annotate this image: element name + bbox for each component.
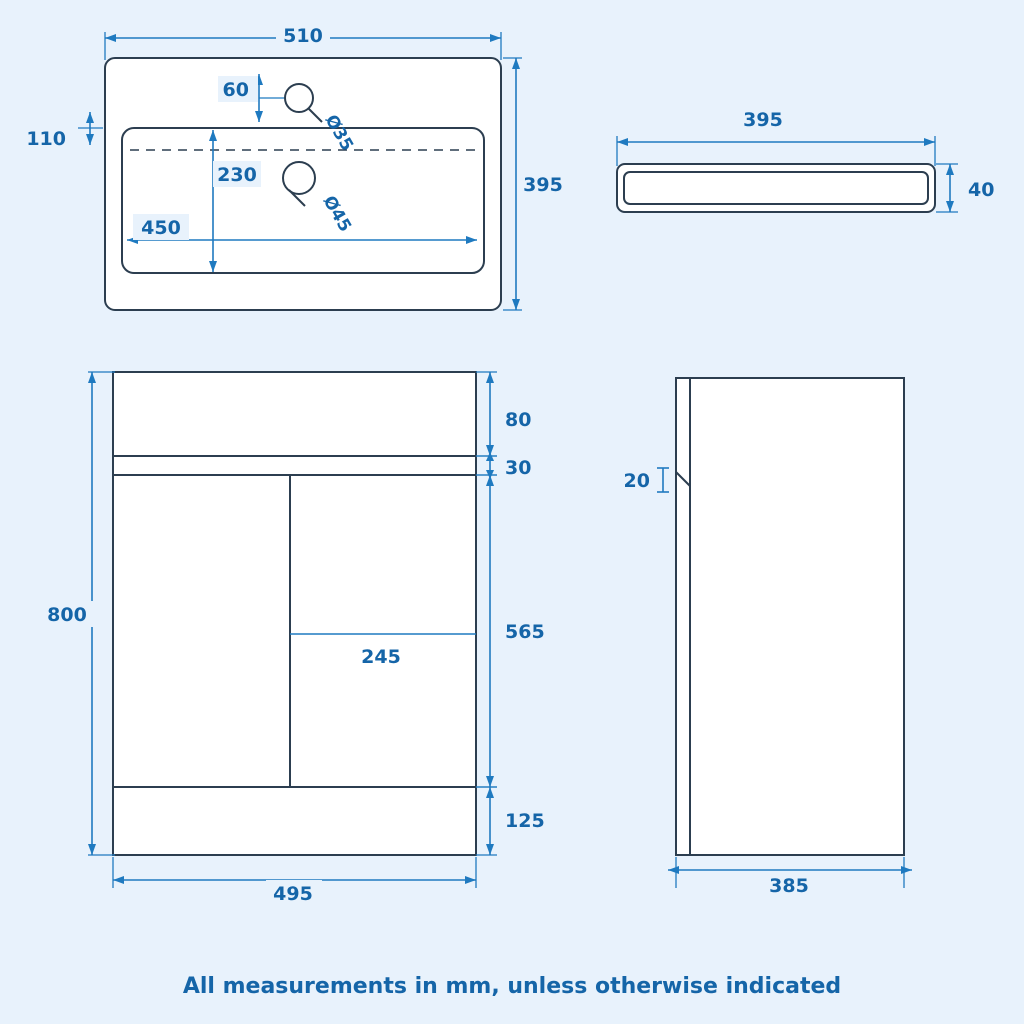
measurement-footnote: All measurements in mm, unless otherwise indicated xyxy=(182,974,842,999)
dim-basin-thickness-40 xyxy=(936,164,994,212)
basin-top-view xyxy=(26,24,571,310)
label-diameter-45: Ø45 xyxy=(318,192,356,236)
cabinet-side-view xyxy=(624,378,912,898)
label-20: 20 xyxy=(623,470,650,492)
label-510: 510 xyxy=(283,25,323,47)
label-395-side: 395 xyxy=(743,109,783,131)
dim-basin-width-510 xyxy=(105,24,501,60)
label-230: 230 xyxy=(217,164,257,186)
dim-cabinet-width-495 xyxy=(113,857,476,906)
dim-rear-ledge-110 xyxy=(26,112,103,150)
dim-side-recess-20 xyxy=(624,468,669,492)
label-245: 245 xyxy=(361,646,401,668)
label-495: 495 xyxy=(273,883,313,905)
dim-door-565 xyxy=(476,475,556,787)
label-565: 565 xyxy=(505,621,545,643)
label-30: 30 xyxy=(505,457,532,479)
label-110: 110 xyxy=(26,128,66,150)
label-125: 125 xyxy=(505,810,545,832)
cabinet-front-view xyxy=(40,372,556,906)
basin-side-view xyxy=(617,106,994,212)
dim-basin-depth-395 xyxy=(503,58,571,310)
label-395-depth: 395 xyxy=(523,174,563,196)
dim-top-panel-80 xyxy=(476,372,531,456)
dim-cabinet-depth-385 xyxy=(668,857,912,898)
dim-plinth-125 xyxy=(476,787,545,855)
cabinet-side-outline xyxy=(676,378,904,855)
label-40: 40 xyxy=(968,179,995,201)
cabinet-outline xyxy=(113,372,476,855)
basin-bowl-outline xyxy=(122,128,484,273)
label-60: 60 xyxy=(222,79,249,101)
dim-basin-side-395 xyxy=(617,106,935,166)
label-800: 800 xyxy=(47,604,87,626)
label-80: 80 xyxy=(505,409,532,431)
label-450: 450 xyxy=(141,217,181,239)
label-385: 385 xyxy=(769,875,809,897)
dim-cabinet-height-800 xyxy=(40,372,115,855)
label-diameter-35: Ø35 xyxy=(320,111,358,155)
waste-hole-large xyxy=(283,162,315,194)
